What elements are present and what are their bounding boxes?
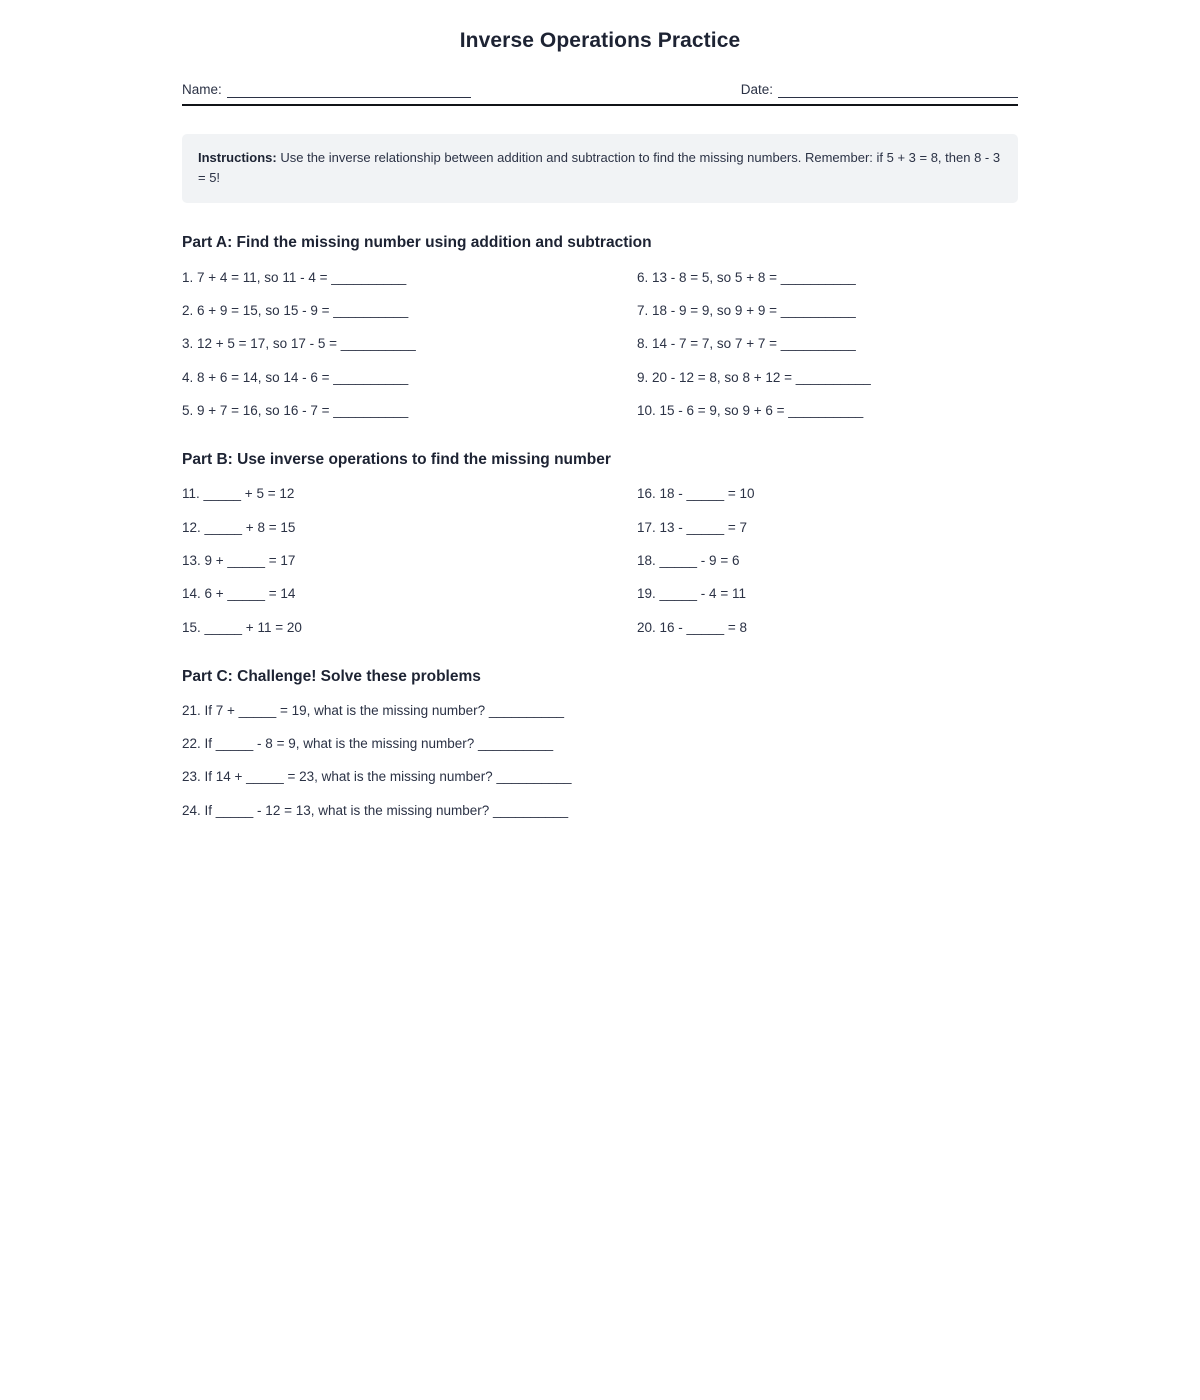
problem-item[interactable]: 8. 14 - 7 = 7, so 7 + 7 = __________: [637, 336, 856, 352]
page-title: Inverse Operations Practice: [459, 29, 741, 52]
part-a-columns: [182, 270, 1018, 420]
date-write-line[interactable]: [778, 83, 1018, 98]
section-part-c: [182, 667, 1018, 820]
problem-item[interactable]: 14. 6 + _____ = 14: [182, 586, 296, 602]
part-b-columns: [182, 486, 1018, 636]
problem-item[interactable]: 19. _____ - 4 = 11: [637, 586, 746, 602]
problem-item[interactable]: 2. 6 + 9 = 15, so 15 - 9 = __________: [182, 302, 409, 318]
problem-item[interactable]: 1. 7 + 4 = 11, so 11 - 4 = __________: [182, 269, 407, 285]
problem-item[interactable]: 7. 18 - 9 = 9, so 9 + 9 = __________: [637, 302, 856, 318]
instructions-box: [182, 134, 1018, 203]
student-meta-row: [182, 81, 1018, 98]
problem-item[interactable]: 6. 13 - 8 = 5, so 5 + 8 = __________: [637, 269, 856, 285]
problem-item[interactable]: 11. _____ + 5 = 12: [182, 486, 295, 502]
part-a-title: Part A: Find the missing number using addition and subtraction: [182, 234, 652, 252]
part-a-left-column: [182, 270, 600, 420]
problem-item[interactable]: 16. 18 - _____ = 10: [637, 486, 755, 502]
part-a-right-column: [600, 270, 1018, 420]
section-part-b: [182, 450, 1018, 637]
problem-item[interactable]: 4. 8 + 6 = 14, so 14 - 6 = __________: [182, 369, 409, 385]
date-label: Date:: [740, 82, 773, 98]
name-field[interactable]: [182, 81, 471, 98]
problem-item[interactable]: 21. If 7 + _____ = 19, what is the missing number? __________: [182, 702, 565, 718]
problem-item[interactable]: 20. 16 - _____ = 8: [637, 619, 747, 635]
problem-item[interactable]: 10. 15 - 6 = 9, so 9 + 6 = __________: [637, 403, 864, 419]
part-c-title: Part C: Challenge! Solve these problems: [182, 667, 481, 685]
part-c-list: [182, 703, 1018, 820]
problem-item[interactable]: 3. 12 + 5 = 17, so 17 - 5 = __________: [182, 336, 416, 352]
instructions-text: Use the inverse relationship between addition and subtraction to find the missing numbers. Remember: if 5 + 3 = 8, then 8 - 3 = 5!: [198, 150, 1001, 186]
problem-item[interactable]: 23. If 14 + _____ = 23, what is the missing number? __________: [182, 769, 572, 785]
name-write-line[interactable]: [227, 83, 471, 98]
problem-item[interactable]: 12. _____ + 8 = 15: [182, 519, 296, 535]
problem-item[interactable]: 9. 20 - 12 = 8, so 8 + 12 = __________: [637, 369, 871, 385]
problem-item[interactable]: 17. 13 - _____ = 7: [637, 519, 747, 535]
problem-item[interactable]: 5. 9 + 7 = 16, so 16 - 7 = __________: [182, 403, 409, 419]
part-b-title: Part B: Use inverse operations to find the missing number: [182, 450, 611, 468]
header-divider: [182, 104, 1018, 106]
problem-item[interactable]: 15. _____ + 11 = 20: [182, 619, 302, 635]
instructions-label: Instructions:: [198, 150, 277, 166]
problem-item[interactable]: 24. If _____ - 12 = 13, what is the missing number? __________: [182, 802, 569, 818]
problem-item[interactable]: 18. _____ - 9 = 6: [637, 552, 740, 568]
problem-item[interactable]: 13. 9 + _____ = 17: [182, 552, 296, 568]
section-part-a: [182, 233, 1018, 420]
problem-item[interactable]: 22. If _____ - 8 = 9, what is the missing number? __________: [182, 736, 554, 752]
date-field[interactable]: [741, 81, 1018, 98]
part-b-right-column: [600, 486, 1018, 636]
part-b-left-column: [182, 486, 600, 636]
name-label: Name:: [182, 82, 222, 98]
